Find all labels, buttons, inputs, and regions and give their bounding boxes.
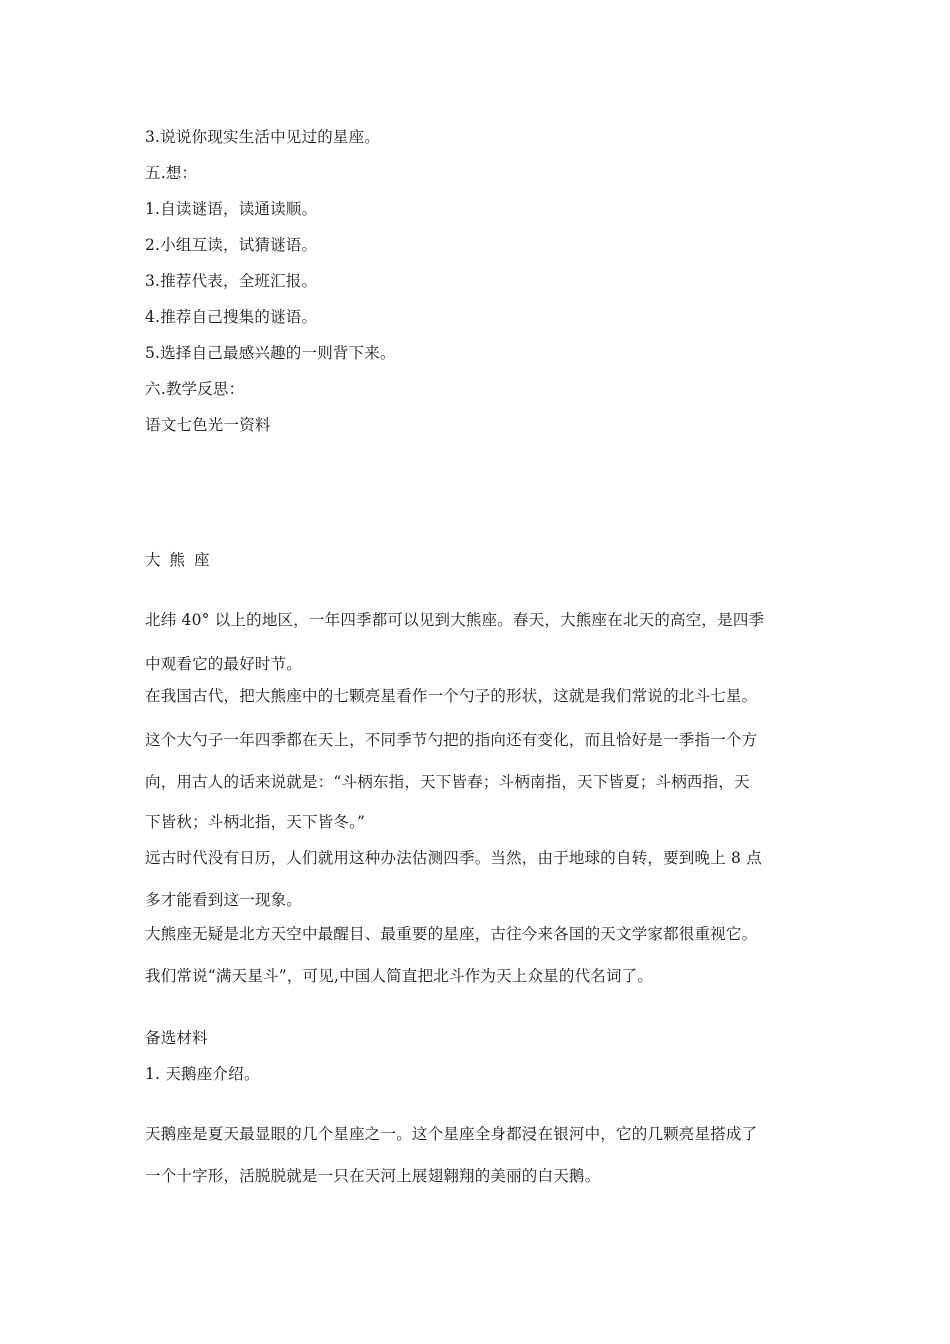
ursa-major-paragraph-2-line-4: 下皆秋；斗柄北指，天下皆冬。” bbox=[145, 813, 366, 831]
supplementary-heading: 备选材料 bbox=[145, 1029, 208, 1047]
resource-title: 语文七色光一资料 bbox=[145, 416, 271, 434]
ursa-major-paragraph-1-line-1: 北纬 40° 以上的地区，一年四季都可以见到大熊座。春天，大熊座在北天的高空，是四季 bbox=[145, 611, 765, 629]
ursa-major-title: 大熊座 bbox=[145, 551, 219, 569]
list-item-observe-constellations: 3.说说你现实生活中见过的星座。 bbox=[145, 128, 380, 146]
supplementary-item-1: 1. 天鹅座介绍。 bbox=[145, 1065, 260, 1083]
cygnus-paragraph-line-1: 天鹅座是夏天最显眼的几个星座之一。这个星座全身都浸在银河中，它的几颗亮星搭成了 bbox=[145, 1125, 758, 1143]
step-item-3: 3.推荐代表，全班汇报。 bbox=[145, 272, 318, 290]
section-heading-five: 五.想： bbox=[145, 164, 198, 182]
step-item-2: 2.小组互读，试猜谜语。 bbox=[145, 236, 318, 254]
step-item-4: 4.推荐自己搜集的谜语。 bbox=[145, 308, 318, 326]
ursa-major-paragraph-1-line-2: 中观看它的最好时节。 bbox=[145, 655, 303, 673]
ursa-major-paragraph-2-line-3: 向，用古人的话来说就是：“斗柄东指，天下皆春；斗柄南指，天下皆夏；斗柄西指，天 bbox=[145, 773, 750, 791]
ursa-major-paragraph-3-line-2: 多才能看到这一现象。 bbox=[145, 891, 303, 909]
section-heading-six: 六.教学反思： bbox=[145, 380, 245, 398]
cygnus-paragraph-line-2: 一个十字形，活脱脱就是一只在天河上展翅翱翔的美丽的白天鹅。 bbox=[145, 1167, 601, 1185]
ursa-major-paragraph-3-line-1: 远古时代没有日历，人们就用这种办法估测四季。当然，由于地球的自转，要到晚上 8 点 bbox=[145, 849, 762, 867]
ursa-major-paragraph-2-line-2: 这个大勺子一年四季都在天上，不同季节勺把的指向还有变化，而且恰好是一季指一个方 bbox=[145, 731, 758, 749]
step-item-5: 5.选择自己最感兴趣的一则背下来。 bbox=[145, 344, 396, 362]
ursa-major-paragraph-4-line-1: 大熊座无疑是北方天空中最醒目、最重要的星座，古往今来各国的天文学家都很重视它。 bbox=[145, 925, 758, 943]
ursa-major-paragraph-4-line-2: 我们常说“满天星斗”，可见,中国人简直把北斗作为天上众星的代名词了。 bbox=[145, 967, 654, 985]
ursa-major-paragraph-2-line-1: 在我国古代，把大熊座中的七颗亮星看作一个勺子的形状，这就是我们常说的北斗七星。 bbox=[145, 687, 758, 705]
step-item-1: 1.自读谜语，读通读顺。 bbox=[145, 200, 318, 218]
